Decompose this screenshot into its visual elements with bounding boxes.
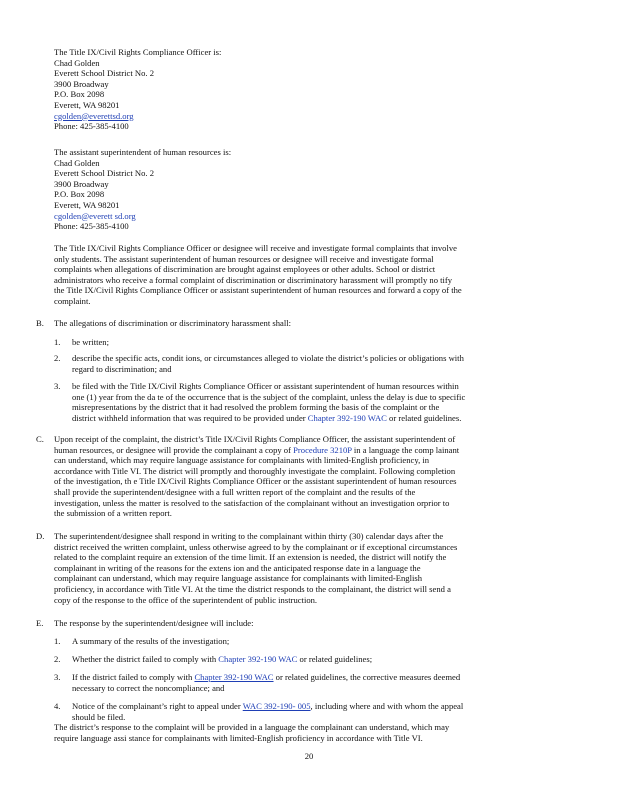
- text-line: copy of the response to the office of the superintendent of public instruction.: [54, 594, 318, 605]
- contact-phone: Phone: 425-385-4100: [54, 221, 129, 232]
- section-letter: E.: [36, 618, 44, 628]
- text-line: the Title IX/Civil Rights Compliance Officer or assistant superintendent of human resources and forward a copy of the: [54, 285, 462, 296]
- text-line: [72, 413, 577, 424]
- text-line: one (1) year from the da te of the occurrence that is the subject of the complaint, unless the delay is due to specific: [72, 391, 466, 402]
- contact-phone: Phone: 425-385-4100: [54, 121, 129, 132]
- text-run: human resources, or designee will provide the complainant a copy of: [54, 444, 294, 455]
- section-e-closing: [54, 722, 579, 743]
- section-d-paragraph: [54, 531, 579, 605]
- section-e-item-3: [72, 672, 572, 693]
- text-line: describe the specific acts, condit ions, or circumstances alleged to violate the district’s policies or obligations with: [72, 353, 464, 363]
- contact-street: 3900 Broadway: [54, 178, 109, 189]
- contact-heading: The Title IX/Civil Rights Compliance Officer is:: [54, 47, 222, 57]
- text-line: administrators who receive a formal complaint of discrimination or discriminatory harassment will promptly no tify: [54, 274, 453, 285]
- text-line: the submission of a written report.: [54, 508, 172, 519]
- chapter-392-190-wac-link[interactable]: Chapter 392-190 WAC: [194, 672, 274, 682]
- procedure-3210p-link[interactable]: Procedure 3210P: [293, 444, 352, 455]
- contact-org: Everett School District No. 2: [54, 68, 155, 79]
- section-b-item-3: [72, 381, 577, 423]
- section-letter: D.: [36, 531, 45, 541]
- text-line: require language assi stance for complainants with limited-English proficiency in accordance with Title VI.: [54, 732, 423, 743]
- text-line: be written;: [72, 337, 109, 347]
- text-line: can understand, which may require language assistance for complainants with limited-English proficiency, in: [54, 455, 430, 466]
- text-run: Whether the district failed to comply with: [72, 654, 219, 664]
- item-number: 2.: [54, 654, 61, 664]
- item-number: 1.: [54, 337, 61, 347]
- text-line: accordance with Title VI. The district will promptly and thoroughly investigate the complaint. Following completion: [54, 465, 456, 476]
- text-run: Notice of the complainant’s right to appeal under: [72, 701, 243, 711]
- text-line: The district’s response to the complaint will be provided in a language the complainant can understand, which may: [54, 722, 450, 732]
- wac-392-190-005-link[interactable]: WAC 392-190- 005: [242, 701, 311, 711]
- text-line: [72, 654, 572, 665]
- contact-email-link[interactable]: cgolden@everettsd.org: [54, 110, 134, 121]
- text-line: misrepresentations by the district that it had resolved the problem forming the basis of the complaint or the: [72, 402, 440, 413]
- text-line: regard to discrimination; and: [72, 363, 172, 374]
- text-line: [54, 445, 579, 456]
- text-line: proficiency, in accordance with Title VI. At the time the district responds to the complainant, the district will send a: [54, 583, 451, 594]
- item-number: 4.: [54, 701, 61, 711]
- text-line: investigation, unless the matter is resolved to the satisfaction of the complainant without an investigation orprior to: [54, 497, 450, 508]
- text-line: only students. The assistant superintendent of human resources or designee will receive and investigate formal: [54, 253, 434, 264]
- text-line: necessary to correct the noncompliance; and: [72, 682, 225, 693]
- section-e-item-1: [72, 636, 572, 647]
- contact-city: Everett, WA 98201: [54, 199, 120, 210]
- section-b-text: The allegations of discrimination or discriminatory harassment shall:: [54, 318, 291, 328]
- compliance-officer-contact: [54, 47, 554, 132]
- item-number: 3.: [54, 381, 61, 391]
- text-line: shall provide the superintendent/designee with a full written report of the complaint and the results of the: [54, 486, 416, 497]
- contact-email-link[interactable]: cgolden@everett sd.org: [54, 210, 136, 221]
- text-line: A summary of the results of the investigation;: [72, 636, 230, 646]
- contact-name: Chad Golden: [54, 157, 100, 168]
- section-c-paragraph: [54, 434, 579, 519]
- contact-po-box: P.O. Box 2098: [54, 89, 105, 100]
- text-line: The superintendent/designee shall respond in writing to the complainant within thirty (30) calendar days after the: [54, 531, 444, 541]
- text-line: [72, 672, 572, 683]
- text-line: be filed with the Title IX/Civil Rights Compliance Officer or assistant superintendent of human resources within: [72, 381, 459, 391]
- section-e-item-4: [72, 701, 572, 722]
- text-run: in a language the comp lainant: [351, 444, 460, 455]
- text-run: or related guidelines.: [386, 412, 462, 423]
- text-run: , including where and with whom the appeal: [310, 701, 464, 711]
- section-b-item-1: [72, 337, 572, 348]
- contact-org: Everett School District No. 2: [54, 168, 155, 179]
- intro-paragraph: [54, 243, 574, 307]
- text-line: of the investigation, th e Title IX/Civil Rights Compliance Officer or the assistant superintendent of human resources: [54, 476, 457, 487]
- section-letter: B.: [36, 318, 44, 328]
- text-run: district withheld information that was required to be provided under: [72, 412, 308, 423]
- section-b-item-2: [72, 353, 572, 374]
- chapter-392-190-wac-link[interactable]: Chapter 392-190 WAC: [307, 412, 387, 423]
- chapter-392-190-wac-link[interactable]: Chapter 392-190 WAC: [218, 654, 298, 664]
- item-number: 2.: [54, 353, 61, 363]
- section-letter: C.: [36, 434, 44, 444]
- page-number: 20: [304, 751, 314, 761]
- item-number: 1.: [54, 636, 61, 646]
- text-line: Upon receipt of the complaint, the district’s Title IX/Civil Rights Compliance Officer, the assistant superintendent of: [54, 434, 456, 444]
- text-line: related to the complaint require an extension of the time limit. If an extension is needed, the district will notify the: [54, 552, 447, 563]
- text-line: should be filed.: [72, 711, 126, 722]
- item-number: 3.: [54, 672, 61, 682]
- text-line: [72, 701, 572, 712]
- text-line: The Title IX/Civil Rights Compliance Officer or designee will receive and investigate formal complaints that involve: [54, 243, 457, 253]
- contact-city: Everett, WA 98201: [54, 99, 120, 110]
- text-run: or related guidelines, the corrective measures deemed: [273, 672, 461, 682]
- text-line: complainant can understand, which may require language assistance for complainants with limited-English: [54, 573, 422, 584]
- text-run: or related guidelines;: [297, 654, 373, 664]
- section-e-heading: [54, 618, 574, 629]
- text-line: complainant in writing of the reasons for the extens ion and the anticipated response date in a language the: [54, 562, 421, 573]
- contact-heading: The assistant superintendent of human resources is:: [54, 147, 232, 157]
- text-line: complaints when allegations of discrimination are brought against employees or other adults. School or district: [54, 264, 436, 275]
- contact-street: 3900 Broadway: [54, 78, 109, 89]
- section-b-heading: [54, 318, 574, 329]
- text-run: If the district failed to comply with: [72, 672, 195, 682]
- text-line: district received the written complaint, unless otherwise agreed to by the complainant or if exceptional circumstances: [54, 541, 458, 552]
- section-e-item-2: [72, 654, 572, 665]
- contact-name: Chad Golden: [54, 57, 100, 68]
- contact-po-box: P.O. Box 2098: [54, 189, 105, 200]
- section-e-text: The response by the superintendent/designee will include:: [54, 618, 254, 628]
- text-line: complaint.: [54, 295, 91, 306]
- hr-superintendent-contact: [54, 147, 554, 232]
